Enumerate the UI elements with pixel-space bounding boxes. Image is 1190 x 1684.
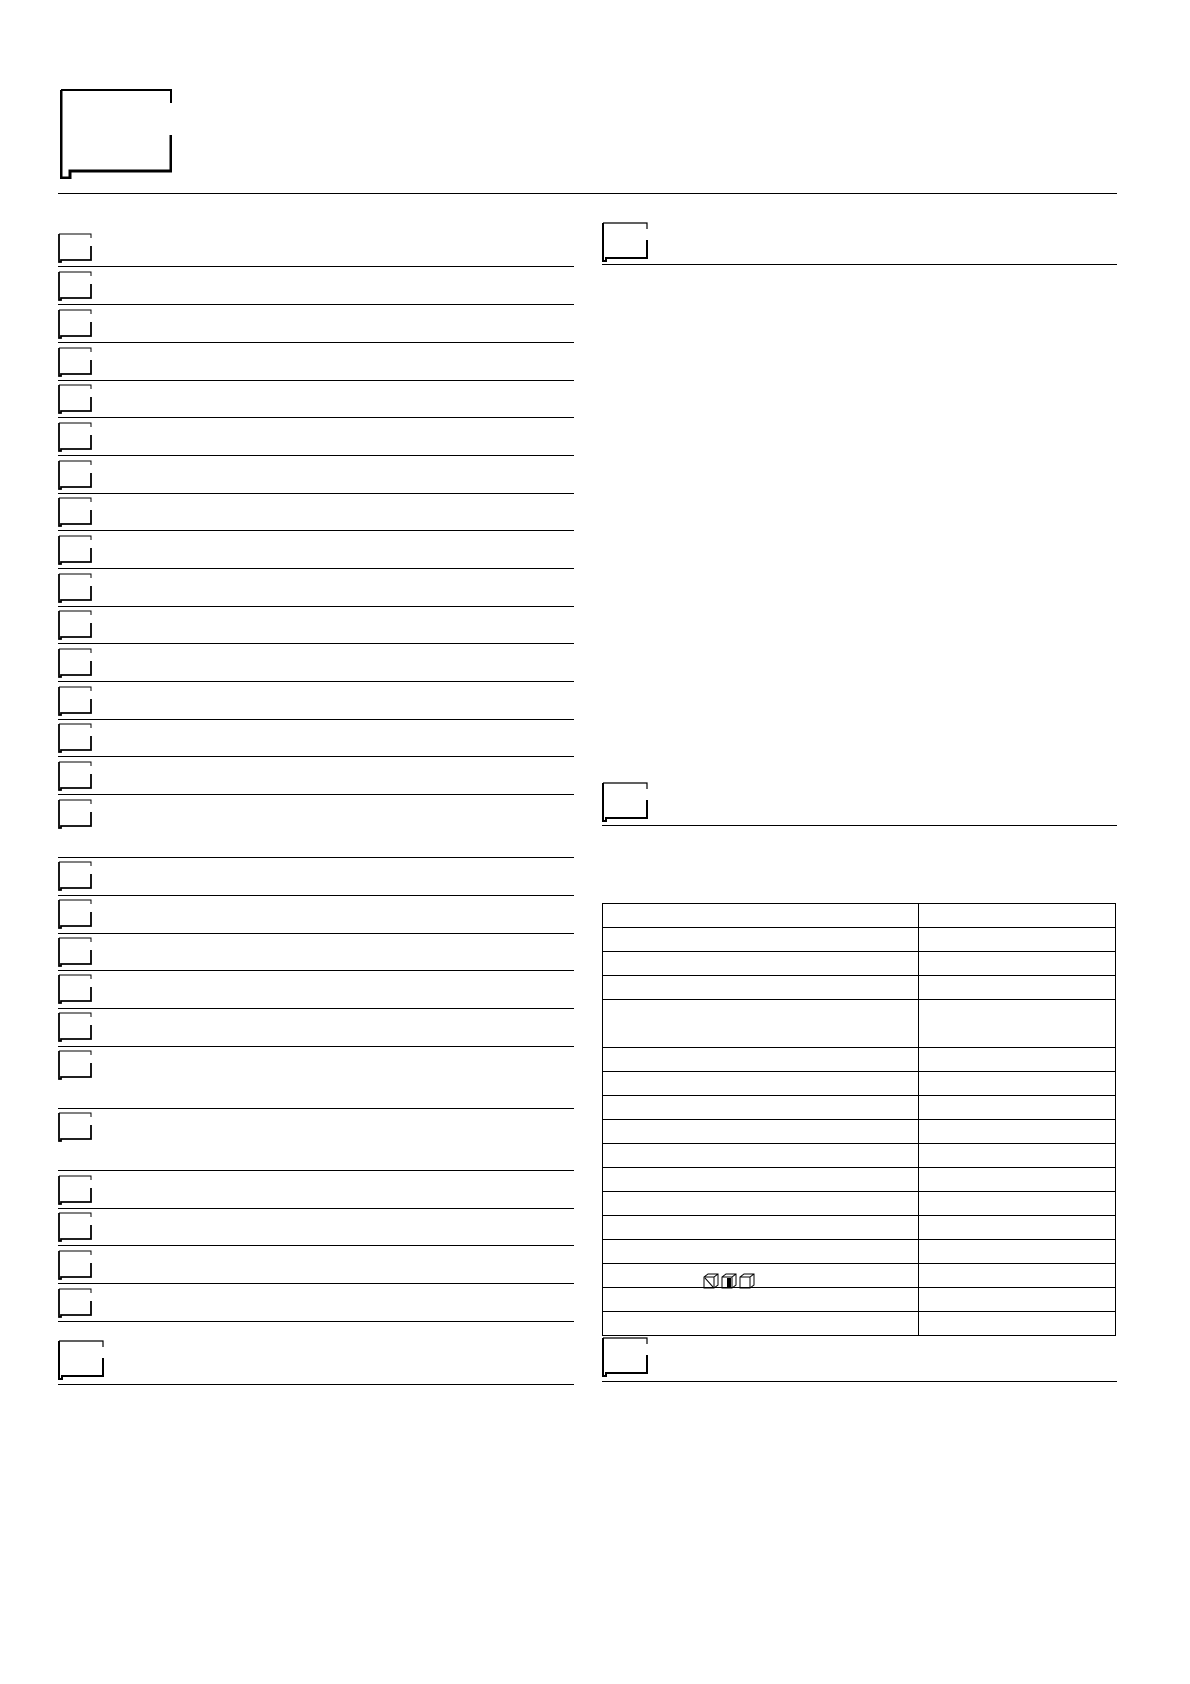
spec-value xyxy=(919,1000,1116,1048)
item-box-icon xyxy=(58,899,92,929)
divider xyxy=(58,1108,574,1109)
divider xyxy=(58,895,574,896)
divider xyxy=(58,719,574,720)
spec-label xyxy=(603,1072,919,1096)
spec-value xyxy=(919,1312,1116,1336)
spec-label xyxy=(603,928,919,952)
spec-label xyxy=(603,1192,919,1216)
divider xyxy=(58,1384,574,1385)
item-box-icon xyxy=(58,535,92,565)
table-row xyxy=(603,1288,1116,1312)
divider xyxy=(58,266,574,267)
divider xyxy=(58,1046,574,1047)
spec-value xyxy=(919,1216,1116,1240)
spec-label xyxy=(603,1216,919,1240)
table-row xyxy=(603,1264,1116,1288)
item-box-icon xyxy=(58,233,92,263)
spec-value xyxy=(919,928,1116,952)
spec-value xyxy=(919,1120,1116,1144)
table-row xyxy=(603,1216,1116,1240)
spec-label xyxy=(603,952,919,976)
item-box-icon xyxy=(58,573,92,603)
item-box-icon xyxy=(58,497,92,527)
divider xyxy=(58,643,574,644)
table-row xyxy=(603,928,1116,952)
item-box-icon xyxy=(58,1112,92,1142)
table-row xyxy=(603,904,1116,928)
divider xyxy=(58,1321,574,1322)
spec-value xyxy=(919,1048,1116,1072)
spec-label xyxy=(603,1144,919,1168)
item-box-icon xyxy=(58,723,92,753)
item-box-icon xyxy=(58,1175,92,1205)
spec-label xyxy=(603,1000,919,1048)
spec-label xyxy=(603,1096,919,1120)
divider xyxy=(58,342,574,343)
item-box-icon xyxy=(58,799,92,829)
table-row xyxy=(603,952,1116,976)
divider xyxy=(58,857,574,858)
divider xyxy=(58,606,574,607)
spec-value xyxy=(919,952,1116,976)
spec-value xyxy=(919,904,1116,928)
table-row xyxy=(603,1240,1116,1264)
item-box-icon xyxy=(58,460,92,490)
spec-label xyxy=(603,1240,919,1264)
spec-value xyxy=(919,1264,1116,1288)
item-box-icon xyxy=(58,861,92,891)
divider xyxy=(58,493,574,494)
spec-value xyxy=(919,1288,1116,1312)
divider xyxy=(602,1381,1117,1382)
divider xyxy=(58,970,574,971)
divider xyxy=(58,1008,574,1009)
spec-value xyxy=(919,1144,1116,1168)
spec-label xyxy=(603,1264,919,1288)
table-row xyxy=(603,1144,1116,1168)
item-box-icon xyxy=(58,384,92,414)
item-box-icon xyxy=(58,648,92,678)
item-box-icon xyxy=(58,422,92,452)
section-box-icon xyxy=(602,222,648,262)
divider xyxy=(58,568,574,569)
divider xyxy=(58,380,574,381)
spec-value xyxy=(919,1072,1116,1096)
cube-icons xyxy=(703,1273,755,1289)
table-row xyxy=(603,1120,1116,1144)
spec-label xyxy=(603,1168,919,1192)
divider xyxy=(58,681,574,682)
item-box-icon xyxy=(58,1050,92,1080)
logo-box-icon xyxy=(60,89,172,179)
table-row xyxy=(603,1048,1116,1072)
section-box-icon xyxy=(602,1337,648,1377)
spec-label xyxy=(603,904,919,928)
divider xyxy=(602,264,1117,265)
divider xyxy=(58,794,574,795)
spec-value xyxy=(919,1096,1116,1120)
item-box-icon xyxy=(58,347,92,377)
item-box-icon xyxy=(58,974,92,1004)
item-box-icon xyxy=(58,686,92,716)
divider xyxy=(58,1283,574,1284)
spec-label xyxy=(603,1288,919,1312)
spec-value xyxy=(919,1240,1116,1264)
spec-label xyxy=(603,976,919,1000)
section-box-icon xyxy=(58,1340,104,1380)
table-row xyxy=(603,1168,1116,1192)
table-row xyxy=(603,1312,1116,1336)
divider xyxy=(58,530,574,531)
table-row xyxy=(603,1000,1116,1048)
section-box-icon xyxy=(602,782,648,822)
divider xyxy=(58,455,574,456)
divider xyxy=(58,304,574,305)
divider xyxy=(58,1245,574,1246)
spec-value xyxy=(919,1192,1116,1216)
item-box-icon xyxy=(58,761,92,791)
spec-label xyxy=(603,1048,919,1072)
table-row xyxy=(603,976,1116,1000)
item-box-icon xyxy=(58,309,92,339)
spec-label xyxy=(603,1312,919,1336)
item-box-icon xyxy=(58,1212,92,1242)
spec-label xyxy=(603,1120,919,1144)
divider xyxy=(58,1170,574,1171)
table-row xyxy=(603,1072,1116,1096)
spec-value xyxy=(919,976,1116,1000)
spec-table xyxy=(602,903,1116,1336)
item-box-icon xyxy=(58,610,92,640)
divider xyxy=(602,825,1117,826)
item-box-icon xyxy=(58,1012,92,1042)
item-box-icon xyxy=(58,1288,92,1318)
item-box-icon xyxy=(58,937,92,967)
divider xyxy=(58,756,574,757)
divider xyxy=(58,1208,574,1209)
table-row xyxy=(603,1096,1116,1120)
table-row xyxy=(603,1192,1116,1216)
item-box-icon xyxy=(58,271,92,301)
header-divider xyxy=(58,193,1117,194)
item-box-icon xyxy=(58,1250,92,1280)
spec-value xyxy=(919,1168,1116,1192)
divider xyxy=(58,933,574,934)
divider xyxy=(58,417,574,418)
